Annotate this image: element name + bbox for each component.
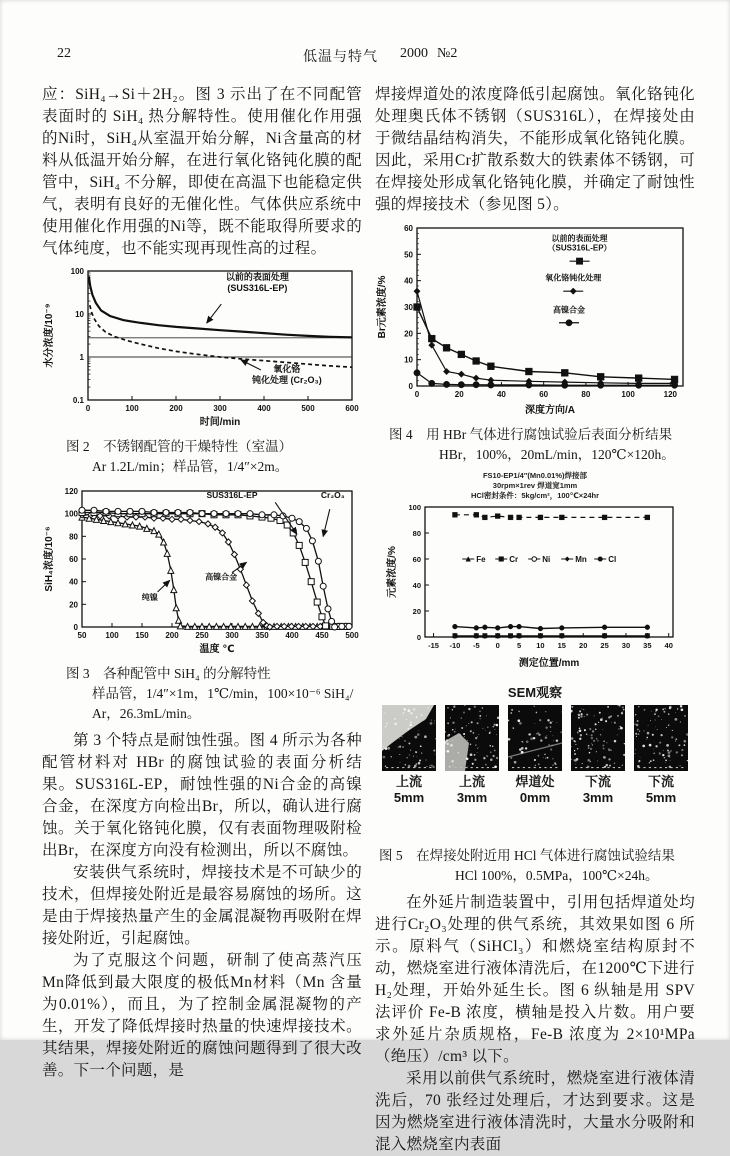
svg-text:100: 100: [125, 404, 139, 413]
svg-text:250: 250: [195, 631, 209, 640]
svg-text:时间/min: 时间/min: [199, 417, 241, 428]
page-header: [0, 46, 730, 66]
svg-text:120: 120: [64, 487, 78, 496]
svg-text:60: 60: [412, 555, 421, 564]
sem-label: 0mm: [519, 790, 551, 805]
svg-text:Fe: Fe: [476, 555, 486, 564]
svg-text:450: 450: [315, 631, 329, 640]
svg-text:200: 200: [169, 404, 183, 413]
svg-text:100: 100: [105, 631, 119, 640]
two-column-body: [42, 84, 695, 1156]
svg-text:50: 50: [404, 250, 413, 260]
sem-heading: SEM观察: [507, 685, 563, 700]
sem-image: [508, 705, 562, 771]
svg-text:30: 30: [621, 641, 631, 650]
svg-text:以前的表面处理: 以前的表面处理: [551, 234, 608, 244]
sem-section: [375, 682, 695, 806]
paragraph: 应：SiH₄→Si＋2H₂。图 3 示出了在不同配管表面时的 SiH₄ 热分解特性。使用催化作用强的Ni时，SiH₄从室温开始分解，Ni含量高的材料从低温开始分解，在进行氧化铬钝化膜的配管中，SiH₄ 不分解，即使在高温下也能稳定供气，表明有良好的无催化性。气体供应系统中使用催化作用强的Ni等，既不能取得所要求的气体纯度，也不能实现再现性高的过程。: [42, 86, 362, 257]
svg-text:(SUS316L-EP): (SUS316L-EP): [227, 282, 288, 293]
page-number: 22: [57, 46, 71, 61]
svg-text:0.1: 0.1: [72, 396, 84, 405]
svg-text:Mn: Mn: [575, 555, 587, 564]
svg-text:5: 5: [516, 641, 522, 650]
figure-5: [375, 471, 695, 886]
fig2-caption-line1: 图 2 不锈钢配管的干燥特性（室温）: [66, 439, 293, 454]
fig5-title-line3: HCl密封条件：5kg/cm²，100℃×24hr: [470, 491, 600, 500]
svg-text:350: 350: [255, 631, 269, 640]
fig4-caption: [375, 425, 695, 465]
sem-label: 下流: [584, 774, 611, 789]
sem-image: [445, 705, 499, 771]
svg-text:-15: -15: [428, 641, 439, 650]
svg-text:15: 15: [557, 641, 566, 650]
journal-year: 2000: [400, 46, 428, 61]
svg-text:40: 40: [404, 276, 413, 286]
sem-item: [508, 705, 562, 806]
svg-text:600: 600: [345, 404, 359, 413]
fig2-drying-chart: [42, 264, 360, 428]
sem-item: [382, 705, 436, 806]
svg-text:100: 100: [621, 390, 635, 399]
svg-text:30: 30: [404, 303, 413, 312]
sem-item: [634, 705, 688, 806]
svg-text:300: 300: [213, 404, 227, 413]
svg-text:35: 35: [643, 641, 652, 650]
journal-issue: №2: [437, 46, 458, 61]
svg-text:-10: -10: [449, 641, 461, 650]
svg-text:300: 300: [225, 631, 239, 640]
svg-text:20: 20: [579, 641, 588, 650]
svg-text:500: 500: [345, 631, 359, 640]
svg-text:氧化铬钝化处理: 氧化铬钝化处理: [545, 273, 602, 283]
fig5-element-chart: [385, 501, 685, 669]
fig4-caption-line1: 图 4 用 HBr 气体进行腐蚀试验后表面分析结果: [389, 427, 673, 442]
svg-text:10: 10: [404, 355, 413, 365]
svg-text:60: 60: [69, 555, 78, 564]
svg-text:150: 150: [135, 631, 149, 640]
svg-text:100: 100: [408, 503, 421, 512]
fig5-title-line1: FS10-EP1/4″(Mn0.01%)焊接部: [482, 471, 588, 480]
svg-text:80: 80: [581, 390, 591, 399]
svg-text:100: 100: [64, 509, 78, 519]
svg-text:钝化处理 (Cr₂O₃): 钝化处理 (Cr₂O₃): [252, 374, 322, 385]
svg-text:高镍合金: 高镍合金: [205, 572, 238, 582]
svg-text:纯镍: 纯镍: [141, 592, 158, 602]
svg-text:SiH₄浓度/10⁻⁶: SiH₄浓度/10⁻⁶: [44, 526, 55, 592]
svg-text:40: 40: [496, 390, 506, 399]
svg-text:0: 0: [495, 641, 500, 650]
sem-image: [382, 705, 436, 771]
svg-text:400: 400: [257, 404, 271, 413]
svg-text:（SUS316L-EP）: （SUS316L-EP）: [547, 243, 612, 253]
svg-text:测定位置/mm: 测定位置/mm: [518, 658, 580, 669]
svg-text:0: 0: [416, 633, 421, 642]
sem-label: 3mm: [456, 790, 488, 805]
paragraph: 安装供气系统时，焊接技术是不可缺少的技术，但焊接处附近是最容易腐蚀的场所。这是由于焊接热量产生的金属混凝物再吸附在焊接处附近，引起腐蚀。: [42, 864, 362, 947]
sem-label: 下流: [647, 774, 674, 789]
left-column: [42, 84, 362, 1156]
svg-text:20: 20: [69, 600, 78, 610]
svg-text:120: 120: [663, 390, 678, 399]
svg-text:40: 40: [664, 641, 673, 650]
fig5-caption: [375, 846, 695, 886]
svg-text:水分浓度/10⁻⁹: 水分浓度/10⁻⁹: [44, 303, 55, 368]
fig2-caption-line2: Ar 1.2L/min；样品管，1/4″×2m。: [92, 459, 289, 474]
fig3-caption-line3: Ar，26.3mL/min。: [92, 706, 201, 721]
fig4-caption-line2: HBr，100%，20mL/min，120℃×120h。: [439, 447, 675, 462]
fig5-caption-line1: 图 5 在焊接处附近用 HCl 气体进行腐蚀试验结果: [379, 848, 675, 863]
svg-text:20: 20: [404, 329, 413, 339]
sem-label: 上流: [395, 774, 422, 789]
svg-text:Cr₂O₃: Cr₂O₃: [320, 489, 345, 500]
svg-text:0: 0: [85, 404, 91, 413]
svg-text:80: 80: [69, 532, 78, 542]
svg-text:400: 400: [285, 631, 299, 640]
svg-text:1: 1: [79, 353, 84, 362]
svg-text:氧化铬: 氧化铬: [273, 363, 301, 374]
fig2-caption: [42, 437, 362, 477]
svg-text:20: 20: [454, 390, 464, 399]
svg-text:高镍合金: 高镍合金: [553, 305, 585, 315]
sem-label: 上流: [458, 774, 485, 789]
sem-image-row: [375, 705, 695, 806]
svg-text:40: 40: [69, 577, 78, 587]
svg-text:60: 60: [539, 390, 549, 399]
svg-text:80: 80: [412, 529, 421, 538]
svg-text:Br元素浓度/%: Br元素浓度/%: [377, 275, 388, 339]
paragraph: 采用以前供气系统时，燃烧室进行液体清洗后，70 张经过处理后，才达到要求。这是因为燃烧室进行液体清洗时，大量水分吸附和混入燃烧室内表面: [375, 1070, 695, 1153]
svg-text:以前的表面处理: 以前的表面处理: [225, 271, 289, 282]
figure-4: [375, 220, 695, 465]
svg-text:50: 50: [77, 631, 87, 640]
sem-image: [634, 705, 688, 771]
svg-text:-5: -5: [472, 641, 480, 650]
svg-text:Cr: Cr: [509, 555, 519, 564]
paragraph: 焊接焊道处的浓度降低引起腐蚀。氧化铬钝化处理奥氏体不锈钢（SUS316L），在焊接处由于微结晶结构消失，不能形成氧化铬钝化膜。因此，采用Cr扩散系数大的铁素体不锈钢，可在焊接处形成氧化铬钝化膜，并确定了耐蚀性强的焊接技术（参见图 5）。: [375, 86, 695, 213]
paragraph: 在外延片制造装置中，引用包括焊道处均进行Cr₂O₃处理的供气系统，其效果如图 6 所示。原料气（SiHCl₃）和燃烧室结构原封不动，燃烧室进行液体清洗后，在1200℃下进行H₂处理，开始外延生长。图 6 纵轴是用 SPV 法评价 Fe-B 浓度，横轴是投入片数。用户要求外延片杂质规格，Fe-B 浓度为 2×10¹MPa（绝压）/cm³ 以下。: [375, 894, 695, 1065]
sem-label: 5mm: [393, 790, 425, 805]
svg-text:SUS316L-EP: SUS316L-EP: [206, 489, 258, 500]
fig4-corrosion-chart: [375, 220, 693, 416]
sem-image: [571, 705, 625, 771]
sem-item: [571, 705, 625, 806]
svg-text:元素浓度/%: 元素浓度/%: [387, 546, 398, 598]
figure-3: [42, 483, 362, 724]
svg-text:0: 0: [414, 390, 420, 399]
svg-text:100: 100: [70, 267, 84, 276]
fig5-title-block: [385, 471, 685, 501]
sem-label: 焊道处: [515, 774, 555, 789]
fig3-decomposition-chart: [42, 483, 360, 655]
journal-title: 低温与特气: [303, 50, 378, 65]
svg-text:10: 10: [75, 310, 84, 319]
svg-text:25: 25: [600, 641, 609, 650]
svg-text:温度 ℃: 温度 ℃: [199, 644, 235, 655]
fig3-caption-line1: 图 3 各种配管中 SiH₄ 的分解特性: [66, 666, 271, 681]
svg-text:60: 60: [404, 224, 413, 233]
svg-text:200: 200: [165, 631, 179, 640]
svg-text:10: 10: [536, 641, 545, 650]
svg-text:0: 0: [73, 623, 78, 632]
paragraph: 第 3 个特点是耐蚀性强。图 4 所示为各种配管材料对 HBr 的腐蚀试验的表面分析结果。SUS316L-EP，耐蚀性强的Ni合金的高镍合金，在深度方向检出Br，所以，确认进行腐蚀。关于氧化铬钝化膜，仅有表面物理吸附检出Br，在深度方向没有检测出，所以不腐蚀。: [42, 732, 362, 859]
svg-text:Ni: Ni: [542, 555, 551, 564]
svg-text:深度方向/A: 深度方向/A: [525, 405, 575, 416]
figure-2: [42, 264, 362, 477]
svg-text:20: 20: [412, 607, 421, 616]
sem-item: [445, 705, 499, 806]
sem-label: 3mm: [582, 790, 614, 805]
paragraph: 为了克服这个问题，研制了使高蒸汽压Mn降低到最大限度的极低Mn材料（Mn 含量为0.01%），而且，为了控制金属混凝物的产生，开发了降低焊接时热量的快速焊接技术。其结果，焊接处附近的腐蚀问题得到了很大改善。下一个问题，是: [42, 952, 362, 1079]
svg-text:0: 0: [408, 382, 413, 391]
right-column: [375, 84, 695, 1156]
svg-text:Cl: Cl: [608, 555, 617, 564]
fig5-caption-line2: HCl 100%，0.5MPa，100℃×24h。: [455, 868, 659, 883]
fig3-caption-line2: 样品管，1/4″×1m，1℃/min，100×10⁻⁶ SiH₄/: [92, 686, 354, 701]
sem-label: 5mm: [645, 790, 677, 805]
svg-text:40: 40: [412, 581, 421, 590]
fig5-title-line2: 30rpm×1rev 焊道宽1mm: [492, 481, 578, 490]
fig3-caption: [42, 664, 362, 724]
svg-text:500: 500: [301, 404, 315, 413]
